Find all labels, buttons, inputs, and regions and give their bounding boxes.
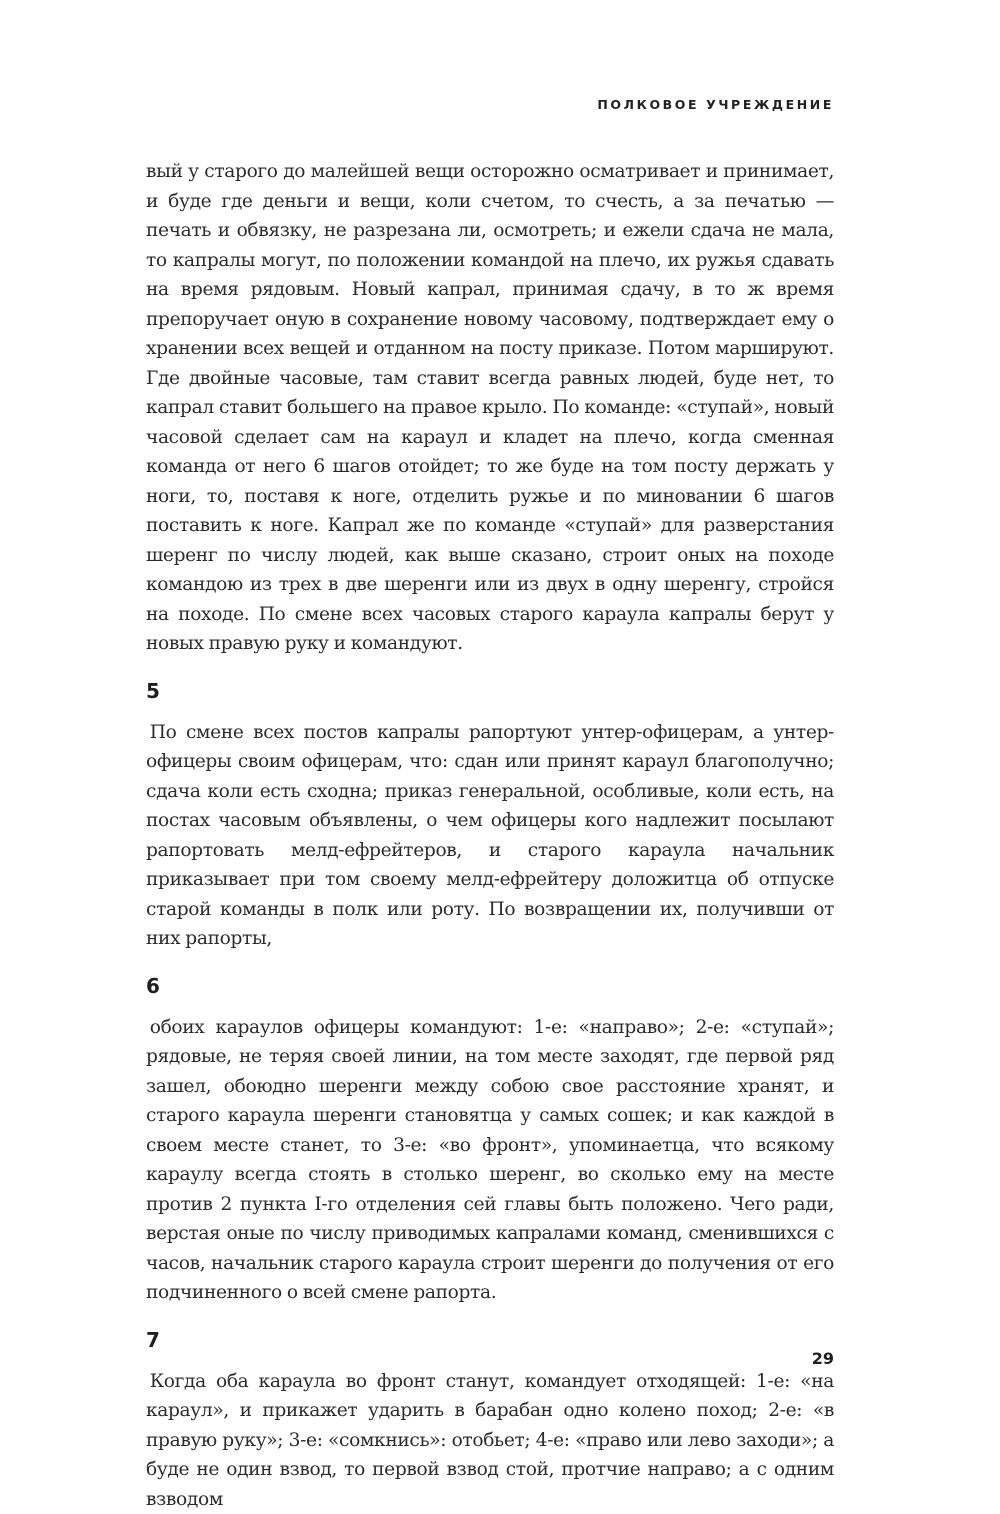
intro-paragraph: вый у старого до малейшей вещи осторожно осматривает и принимает, и буде где деньги и вещи, коли счетом, то счесть, а за печатью — печать и обвязку, не разрезана ли, осмотреть; и ежели сдача не мала, то капралы могут, по положении командой на плечо, их ружья сдавать на время рядовым. Новый капрал, принимая сдачу, в то ж время препоручает оную в сохранение новому часовому, подтверждает ему о хранении всех вещей и отданном на посту приказе. Потом маршируют. Где двойные часовые, там ставит всегда равных людей, буде нет, то капрал ставит большего на правое крыло. По команде: «ступай», новый часовой сделает сам на караул и кладет на плечо, когда сменная команда от него 6 шагов отойдет; то же буде на том посту держать у ноги, то, поставя к ноге, отделить ружье и по миновании 6 шагов поставить к ноге. Капрал же по команде «ступай» для разверстания шеренг по числу людей, как выше сказано, строит оных на походе командою из трех в две шеренги или из двух в одну шеренгу, стройся на походе. По смене всех часовых старого караула капралы берут у новых правую руку и командуют.: [146, 157, 834, 659]
running-header: ПОЛКОВОЕ УЧРЕЖДЕНИЕ: [597, 97, 834, 112]
section-5-paragraph: По смене всех постов капралы рапортуют унтер-офицерам, а унтер-офицеры своим офицерам, что: сдан или принят караул благополучно; сдача коли есть сходна; приказ генеральной, особливые, коли есть, на постах часовым объявлены, о чем офицеры кого надлежит посылают рапортовать мелд-ефрейтеров, и старого караула начальник приказывает при том своему мелд-ефрейтеру доложитца об отпуске старой команды в полк или роту. По возвращении их, получивши от них рапорты,: [146, 718, 834, 954]
section-number-5: 5: [146, 677, 834, 706]
section-7-paragraph: Когда оба караула во фронт станут, командует отходящей: 1-е: «на караул», и прикажет ударить в барабан одно колено поход; 2-е: «в правую руку»; 3-е: «сомкнись»: отобьет; 4-е: «право или лево заходи»; а буде не один взвод, то первой взвод стой, протчие направо; а с одним взводом: [146, 1367, 834, 1514]
page-number: 29: [812, 1349, 834, 1368]
book-page: [146, 0, 834, 1467]
section-6-paragraph: обоих караулов офицеры командуют: 1-е: «направо»; 2-е: «ступай»; рядовые, не теряя своей линии, на том месте заходят, где первой ряд зашел, обоюдно шеренги между собою свое расстояние хранят, и старого караула шеренги становятца у самых сошек; и как каждой в своем месте станет, то 3-е: «во фронт», упоминаетца, что всякому караулу всегда стоять в столько шеренг, во сколько ему на месте против 2 пункта I-го отделения сей главы быть положено. Чего ради, верстая оные по числу приводимых капралами команд, сменившихся с часов, начальник старого караула строит шеренги до получения от его подчиненного о всей смене рапорта.: [146, 1013, 834, 1308]
section-number-6: 6: [146, 972, 834, 1001]
section-number-7: 7: [146, 1326, 834, 1355]
body-text: [146, 157, 834, 1514]
